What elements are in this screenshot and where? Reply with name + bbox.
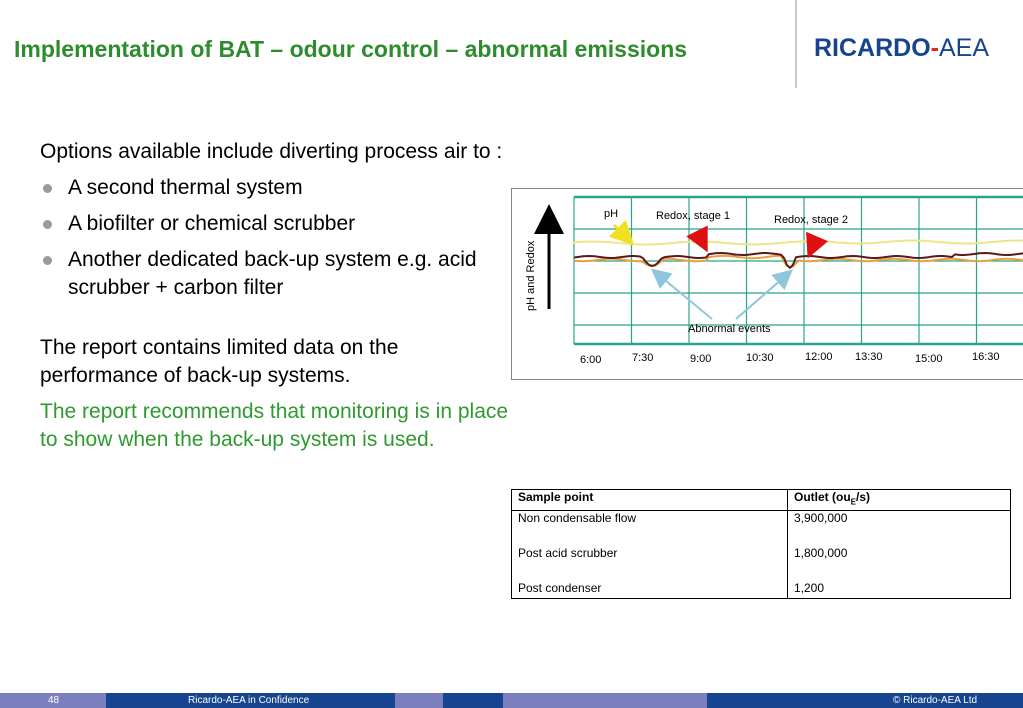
annotation-abnormal-events: Abnormal events bbox=[688, 323, 771, 335]
x-tick-label: 16:30 bbox=[972, 351, 1000, 363]
bullet-icon bbox=[43, 256, 52, 265]
cell-outlet: 1,200 bbox=[788, 581, 1011, 599]
table-spacer-row bbox=[512, 528, 1011, 546]
x-axis-ticks bbox=[580, 351, 1000, 366]
footer-segment bbox=[503, 693, 707, 708]
annotation-redox-stage-1: Redox, stage 1 bbox=[656, 210, 730, 222]
logo-dash: - bbox=[930, 34, 939, 62]
bullet-text: A second thermal system bbox=[68, 176, 303, 199]
logo-aea-text: AEA bbox=[939, 34, 990, 62]
ricardo-aea-logo bbox=[814, 34, 989, 63]
x-tick-label: 9:00 bbox=[690, 353, 712, 365]
table-row bbox=[512, 546, 1011, 563]
cell-sample-point: Post condenser bbox=[512, 581, 788, 599]
x-tick-label: 6:00 bbox=[580, 354, 602, 366]
table-row bbox=[512, 581, 1011, 599]
header-outlet: Outlet $(ou_E/s)$ bbox=[788, 490, 1011, 511]
annotation-redox-stage-2: Redox, stage 2 bbox=[774, 214, 848, 226]
ph-redox-chart bbox=[511, 188, 1023, 380]
bullet-text: A biofilter or chemical scrubber bbox=[68, 212, 356, 235]
bullet-icon bbox=[43, 184, 52, 193]
cell-sample-point: Non condensable flow bbox=[512, 511, 788, 529]
annotation-ph: pH bbox=[604, 208, 619, 220]
table-row bbox=[512, 511, 1011, 529]
header-sample-point: Sample point bbox=[512, 490, 788, 511]
x-tick-label: 12:00 bbox=[805, 351, 833, 363]
x-tick-label: 10:30 bbox=[746, 352, 774, 364]
list-item bbox=[40, 210, 510, 238]
list-item bbox=[40, 174, 510, 202]
performance-text: The report contains limited data on the performance of back-up systems. bbox=[40, 336, 399, 387]
cell-outlet: 1,800,000 bbox=[788, 546, 1011, 563]
body-text bbox=[40, 138, 510, 454]
recommendation-text: The report recommends that monitoring is in place to show when the back-up system is used. bbox=[40, 400, 509, 451]
abnormal-arrow-2-icon bbox=[736, 272, 790, 319]
slide-title: Implementation of BAT – odour control – abnormal emissions bbox=[14, 36, 688, 62]
footer-segment bbox=[395, 693, 443, 708]
chart-svg bbox=[512, 189, 1023, 381]
y-axis-label: pH and Redox bbox=[525, 240, 537, 311]
x-tick-label: 15:00 bbox=[915, 353, 943, 365]
bullet-icon bbox=[43, 220, 52, 229]
footer-bar bbox=[0, 693, 1023, 708]
logo-ricardo-text: RICARDO bbox=[814, 34, 931, 62]
series-ph-line bbox=[574, 241, 1023, 245]
table-header-row bbox=[512, 490, 1011, 511]
footer-copyright: © Ricardo-AEA Ltd bbox=[893, 695, 978, 706]
table-spacer-row bbox=[512, 563, 1011, 581]
list-item bbox=[40, 246, 510, 302]
x-tick-label: 7:30 bbox=[632, 352, 654, 364]
abnormal-arrow-1-icon bbox=[654, 271, 712, 319]
ph-arrow-icon bbox=[614, 225, 630, 241]
odour-table bbox=[511, 489, 1011, 599]
page-number: 48 bbox=[48, 695, 60, 706]
cell-sample-point: Post acid scrubber bbox=[512, 546, 788, 563]
x-tick-label: 13:30 bbox=[855, 351, 883, 363]
options-list bbox=[40, 174, 510, 302]
logo-divider bbox=[795, 0, 797, 88]
chart-series bbox=[574, 241, 1023, 268]
intro-text: Options available include diverting process air to : bbox=[40, 140, 503, 163]
cell-outlet: 3,900,000 bbox=[788, 511, 1011, 529]
bullet-text: Another dedicated back-up system e.g. acid scrubber + carbon filter bbox=[68, 248, 477, 299]
footer-confidence: Ricardo-AEA in Confidence bbox=[188, 695, 310, 706]
redox-1-arrow-icon bbox=[698, 233, 705, 247]
